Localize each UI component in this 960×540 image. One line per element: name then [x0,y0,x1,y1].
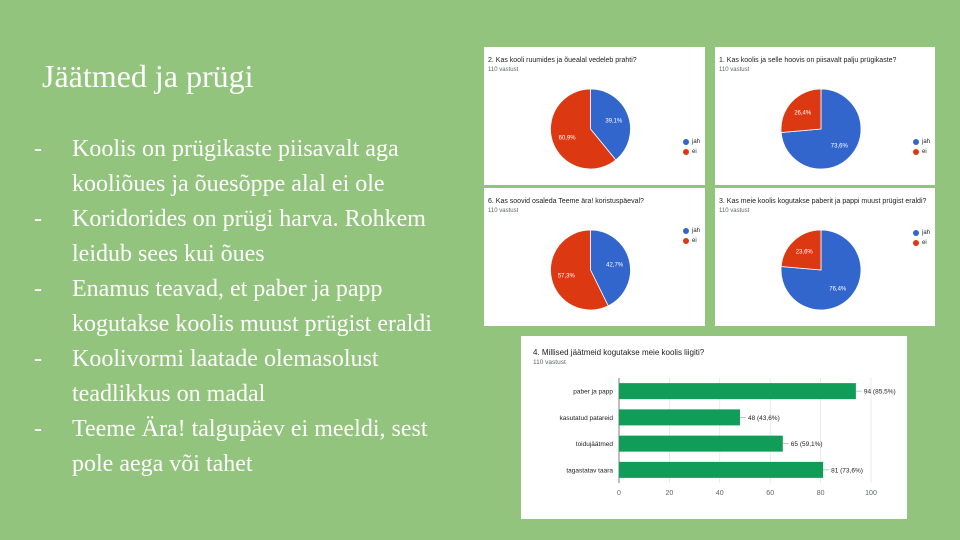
bullet-text: Koolis on prügikaste piisavalt aga kooliõues ja õuesõppe alal ei ole [72,136,399,197]
x-tick-label: 100 [865,490,877,497]
legend-item-ei [683,236,703,246]
bar-value-label: 94 (85,5%) [863,388,896,396]
legend-label-jah: jah [692,228,701,234]
legend-dot-jah [683,139,689,145]
bullet-item [32,412,472,482]
response-count: 110 vastust [488,67,519,73]
x-tick-label: 40 [715,490,724,497]
pie-chart [715,47,935,185]
legend-item-jah [683,137,703,147]
bullet-marker: - [34,346,42,372]
pie-value-label: 26,4% [794,110,812,117]
response-count: 110 vastust [533,359,566,366]
pie-chart-card [484,188,705,326]
response-count: 110 vastust [488,208,519,214]
x-tick-label: 0 [617,490,621,497]
legend-label-jah: jah [922,139,931,145]
legend-label-ei: ei [922,149,927,155]
category-label: tagastatav taara [566,467,613,475]
chart-legend [913,228,933,248]
legend-item-ei [683,147,703,157]
response-count: 110 vastust [719,208,750,214]
bar-2 [619,436,783,452]
bullet-item [32,342,472,412]
x-tick-label: 80 [816,490,825,497]
pie-value-label: 76,4% [829,286,847,293]
x-tick-label: 60 [766,490,775,497]
pie-value-label: 42,7% [606,262,624,269]
legend-dot-jah [913,230,919,236]
bar-1 [619,409,740,425]
bullet-item [32,132,472,202]
bar-0 [619,383,856,399]
chart-legend [683,137,703,157]
category-label: toidujäätmed [575,441,613,449]
pie-value-label: 57,3% [557,273,575,280]
legend-dot-ei [913,240,919,246]
bullet-text: Koridorides on prügi harva. Rohkem leidub sees kui õues [72,206,426,267]
pie-chart-card [484,47,705,185]
legend-label-ei: ei [922,240,927,246]
bullet-marker: - [34,206,42,232]
chart-question: 1. Kas koolis ja selle hoovis on piisavalt palju prügikaste? [719,57,897,64]
pie-chart [484,47,705,185]
legend-label-jah: jah [922,230,931,236]
legend-label-ei: ei [692,238,697,244]
response-count: 110 vastust [719,67,750,73]
bar-value-label: 48 (43,6%) [747,414,780,422]
legend-item-jah [913,137,933,147]
bullet-text: Teeme Ära! talgupäev ei meeldi, sest pole aega või tahet [72,416,428,477]
pie-chart [484,188,705,326]
legend-dot-jah [683,228,689,234]
pie-chart-card [715,47,935,185]
legend-item-jah [913,228,933,238]
bar-value-label: 65 (59,1%) [790,441,823,449]
slide-title: Jäätmed ja prügi [42,58,254,94]
bullet-marker: - [34,416,42,442]
legend-dot-ei [913,149,919,155]
bullet-text: Enamus teavad, et paber ja papp kogutakse koolis muust prügist eraldi [72,276,432,337]
bullet-marker: - [34,276,42,302]
pie-value-label: 73,6% [830,143,848,150]
chart-question: 3. Kas meie koolis kogutakse paberit ja pappi muust prügist eraldi? [719,198,927,205]
chart-legend [683,226,703,246]
bar-value-label: 81 (73,6%) [831,467,863,475]
legend-label-jah: jah [692,139,701,145]
bullet-list [32,132,472,482]
category-label: paber ja papp [573,388,613,396]
chart-legend [913,137,933,157]
legend-dot-ei [683,149,689,155]
pie-value-label: 23,6% [795,249,813,256]
pie-chart [715,188,935,326]
legend-item-jah [683,226,703,236]
bullet-text: Koolivormi laatade olemasolust teadlikkus on madal [72,346,379,407]
pie-chart-card [715,188,935,326]
legend-dot-jah [913,139,919,145]
legend-item-ei [913,238,933,248]
legend-label-ei: ei [692,149,697,155]
pie-value-label: 39,1% [605,118,623,125]
pie-value-label: 60,9% [558,135,576,142]
category-label: kasutatud patareid [559,414,613,422]
bar-chart-card [521,336,907,519]
chart-question: 4. Millised jäätmeid kogutakse meie koolis liigiti? [533,348,705,357]
bullet-marker: - [34,136,42,162]
bullet-item [32,272,472,342]
bar-3 [619,462,823,478]
bar-chart [521,336,907,519]
x-tick-label: 20 [665,490,674,497]
chart-question: 6. Kas soovid osaleda Teeme ära! koristuspäeval? [488,198,644,205]
legend-item-ei [913,147,933,157]
chart-question: 2. Kas kooli ruumides ja õuealal vedeleb prahti? [488,57,637,64]
bullet-item [32,202,472,272]
legend-dot-ei [683,238,689,244]
